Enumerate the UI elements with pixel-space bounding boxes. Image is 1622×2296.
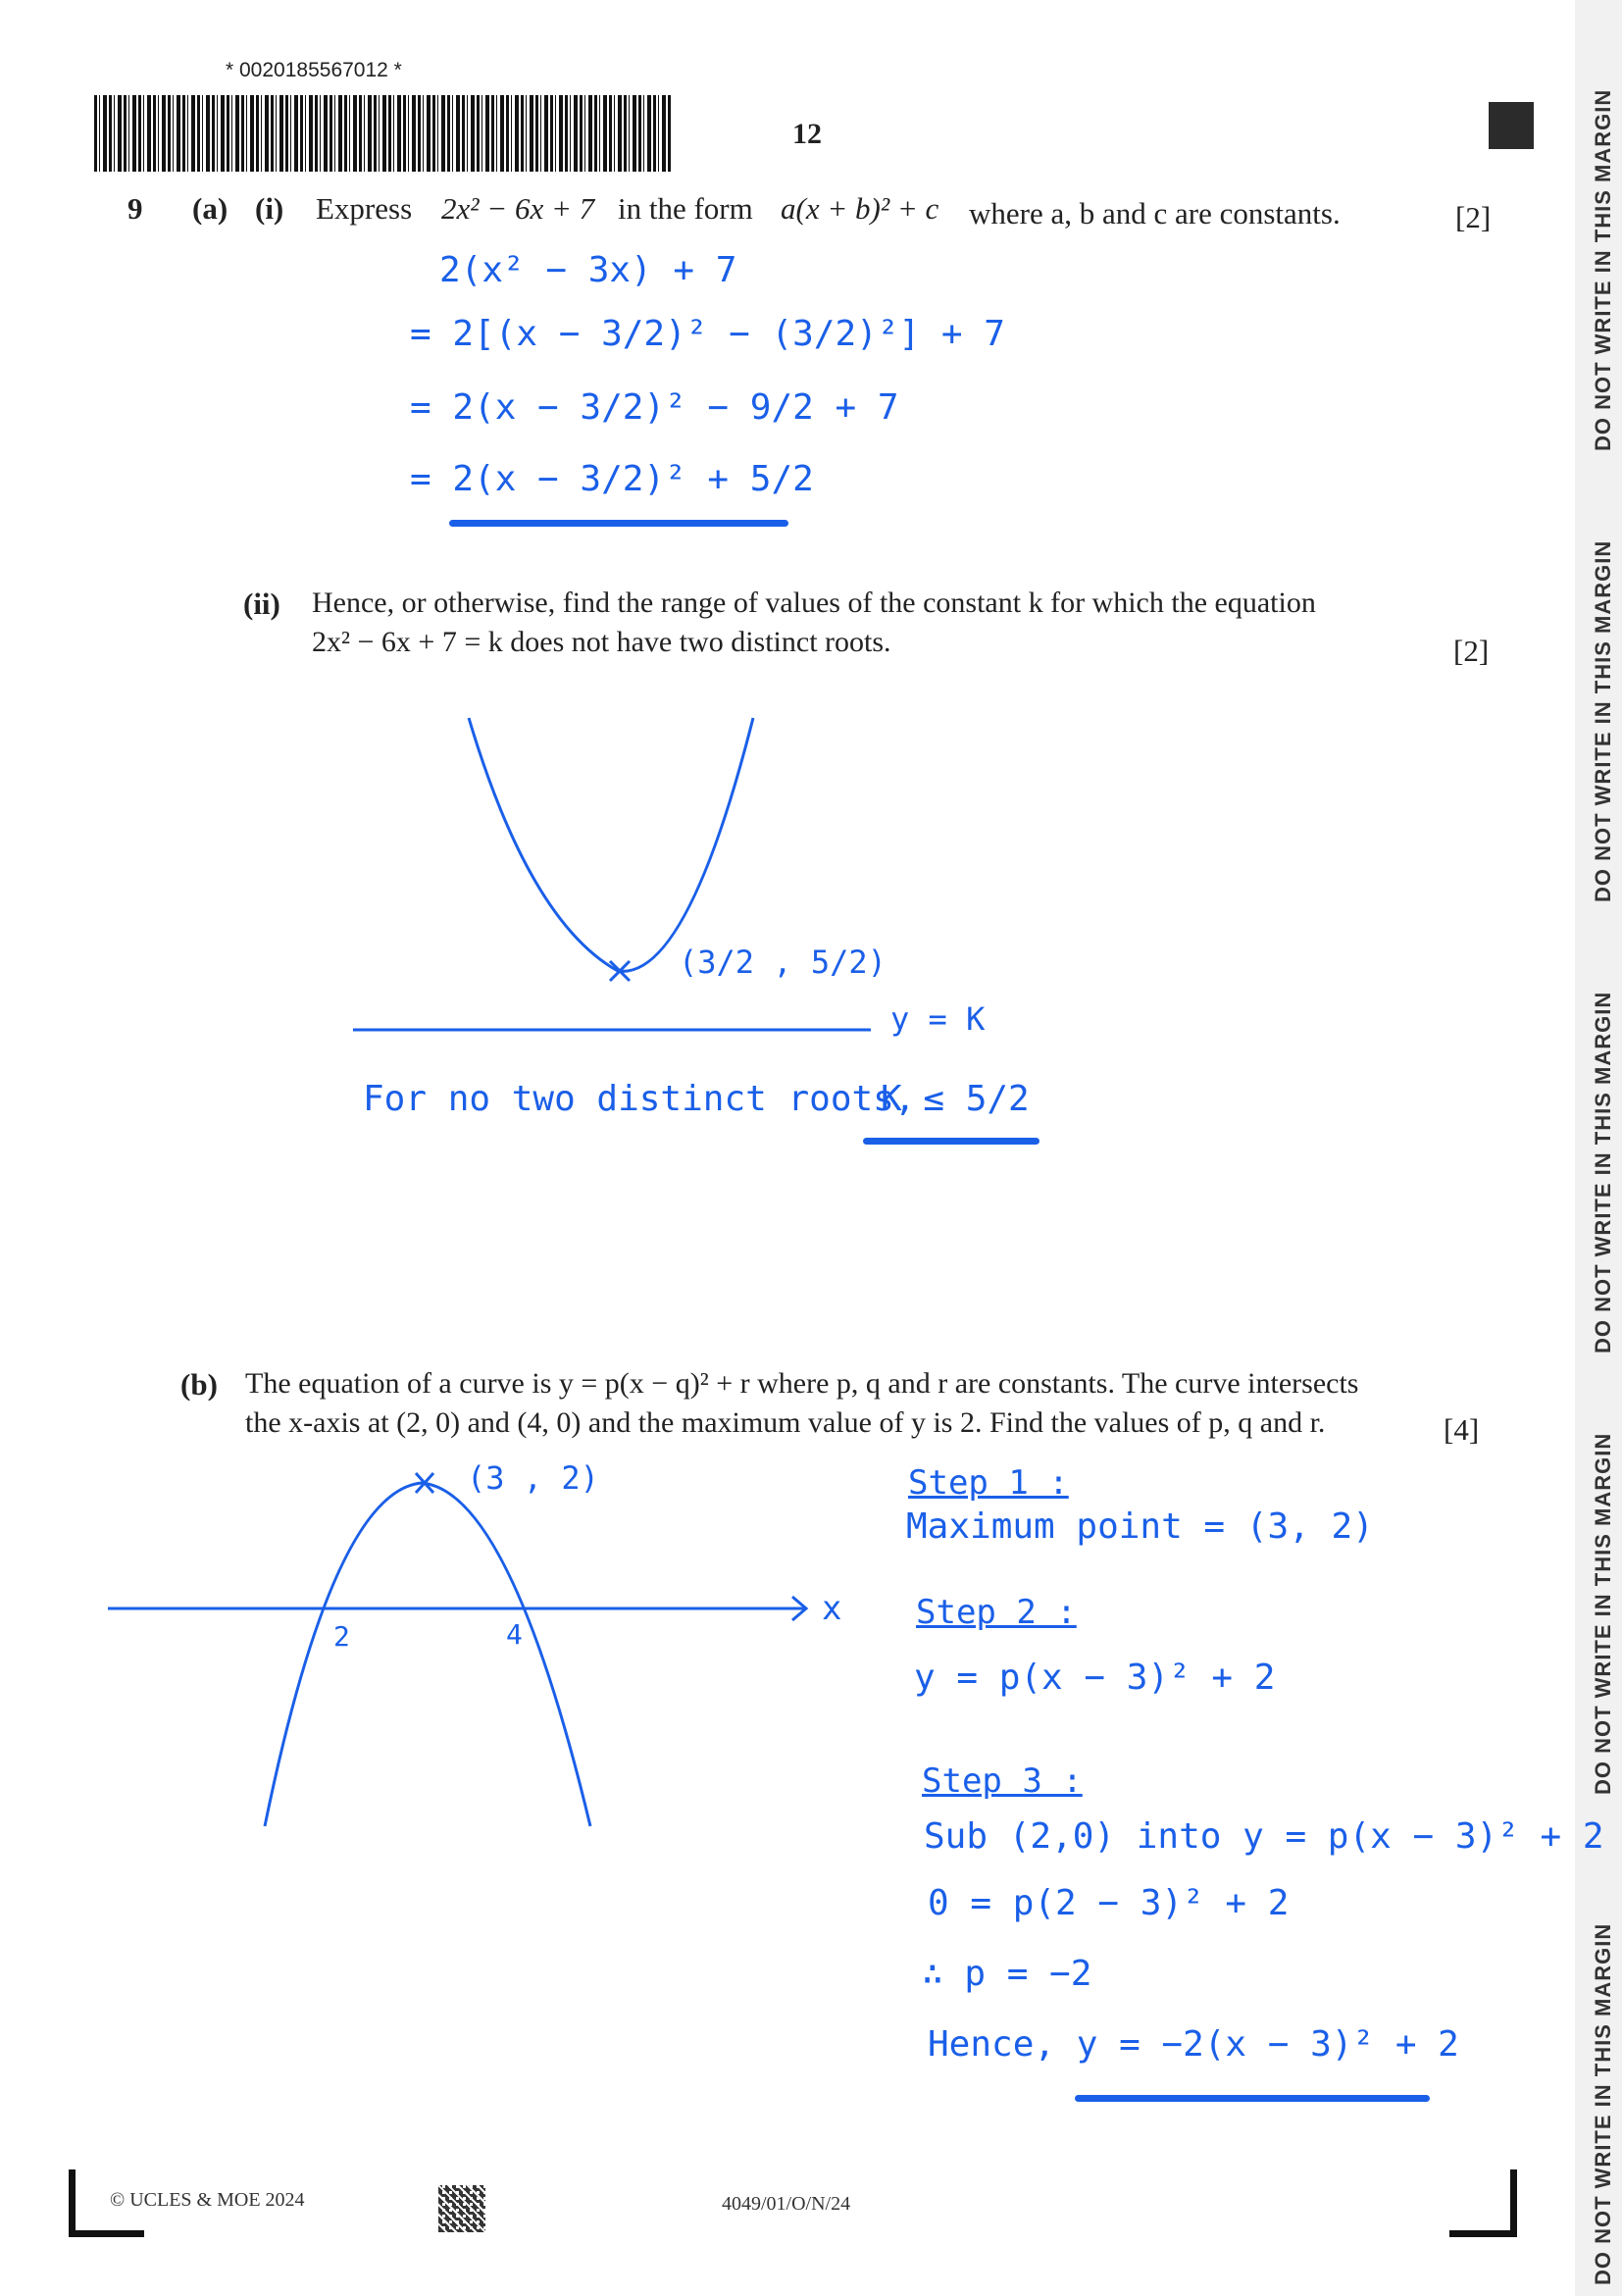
x-axis-label: x — [822, 1589, 842, 1628]
margin-notice-1: DO NOT WRITE IN THIS MARGIN — [1591, 88, 1615, 451]
expression: 2x² − 6x + 7 — [441, 191, 595, 226]
final-answer-9b: Hence, y = −2(x − 3)² + 2 — [928, 2024, 1459, 2065]
step-3-line-1: Sub (2,0) into y = p(x − 3)² + 2 — [924, 1816, 1604, 1857]
step-1-content: Maximum point = (3, 2) — [906, 1506, 1374, 1547]
step-2-heading: Step 2 : — [916, 1593, 1077, 1632]
working-line-2: = 2[(x − 3/2)² − (3/2)²] + 7 — [410, 314, 1005, 354]
marks-9a-i: [2] — [1455, 200, 1492, 234]
subpart-label-ii: (ii) — [243, 587, 280, 621]
margin-notice-4: DO NOT WRITE IN THIS MARGIN — [1591, 1432, 1615, 1795]
marks-9a-ii: [2] — [1453, 634, 1490, 668]
step-3-line-2: 0 = p(2 − 3)² + 2 — [928, 1883, 1290, 1923]
working-line-3: = 2(x − 3/2)² − 9/2 + 7 — [410, 387, 899, 428]
target-form: a(x + b)² + c — [781, 191, 939, 226]
qr-code — [438, 2185, 485, 2232]
prompt-9a-ii-line2: 2x² − 6x + 7 = k does not have two distinct roots. — [312, 626, 891, 658]
page-number: 12 — [792, 118, 822, 150]
answer-underline-9b — [1075, 2095, 1430, 2102]
line-label: y = K — [890, 1000, 986, 1038]
downward-parabola — [265, 1483, 590, 1826]
prompt-start: Express — [316, 191, 413, 226]
margin-notice-2: DO NOT WRITE IN THIS MARGIN — [1591, 539, 1615, 902]
prompt-end: where a, b and c are constants. — [969, 196, 1341, 230]
prompt-mid: in the form — [618, 191, 753, 226]
margin-notice-5: DO NOT WRITE IN THIS MARGIN — [1591, 1922, 1615, 2285]
working-line-4: = 2(x − 3/2)² + 5/2 — [410, 459, 814, 499]
prompt-9b-line2: the x-axis at (2, 0) and (4, 0) and the maximum value of y is 2. Find the values of p, q and r. — [245, 1406, 1326, 1439]
answer-text-9a-ii: For no two distinct roots, — [363, 1079, 916, 1119]
part-label-b: (b) — [180, 1367, 218, 1402]
root-right-label: 4 — [506, 1618, 523, 1651]
subpart-label-i: (i) — [255, 191, 284, 226]
answer-value-9a-ii: K ≤ 5/2 — [881, 1079, 1030, 1119]
max-point-label: (3 , 2) — [467, 1459, 599, 1497]
prompt-9a-ii-line1: Hence, or otherwise, find the range of values of the constant k for which the equation — [312, 587, 1316, 619]
step-3-line-3: ∴ p = −2 — [922, 1954, 1092, 1994]
working-line-1: 2(x² − 3x) + 7 — [439, 250, 737, 290]
question-number: 9 — [127, 191, 143, 226]
part-label-a: (a) — [192, 191, 228, 226]
barcode-number: * 0020185567012 * — [226, 59, 402, 81]
corner-mark-right — [1449, 2169, 1517, 2237]
copyright: © UCLES & MOE 2024 — [110, 2189, 305, 2211]
paper-code: 4049/01/O/N/24 — [722, 2193, 851, 2215]
margin-notice-3: DO NOT WRITE IN THIS MARGIN — [1591, 991, 1615, 1353]
marks-9b: [4] — [1444, 1412, 1480, 1447]
step-3-heading: Step 3 : — [922, 1761, 1083, 1801]
step-2-content: y = p(x − 3)² + 2 — [914, 1658, 1276, 1698]
step-1-heading: Step 1 : — [908, 1463, 1069, 1503]
root-left-label: 2 — [333, 1620, 350, 1653]
vertex-label: (3/2 , 5/2) — [679, 944, 887, 981]
prompt-9b-line1: The equation of a curve is y = p(x − q)² + r where p, q and r are constants. The curve intersects — [245, 1367, 1359, 1400]
